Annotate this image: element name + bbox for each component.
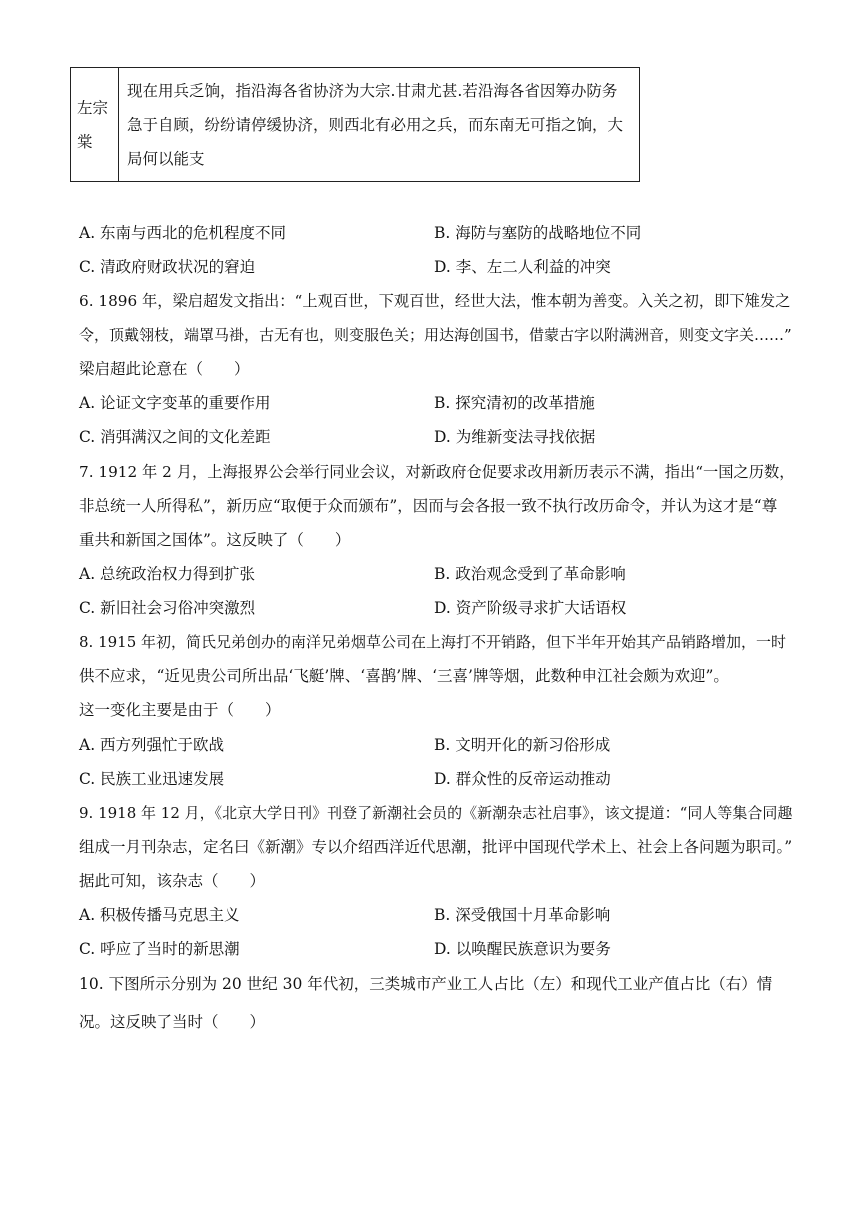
q5-option-c: C. 清政府财政状况的窘迫 <box>79 258 256 276</box>
q9-stem-line-3: 据此可知，该杂志（ ） <box>79 872 266 890</box>
q6-stem-line-3: 梁启超此论意在（ ） <box>79 360 250 378</box>
q7-stem-line-2: 非总统一人所得私”，新历应“取便于众而颁布”，因而与会各报一致不执行改历命令，并认为这才是“尊 <box>79 497 778 515</box>
q9-option-c: C. 呼应了当时的新思潮 <box>79 940 240 958</box>
q7-stem-line-1: 7. 1912 年 2 月，上海报界公会举行同业会议，对新政府仓促要求改用新历表示不满，指出“一国之历数， <box>79 463 795 481</box>
q8-option-d: D. 群众性的反帝运动推动 <box>434 770 611 788</box>
q7-option-b: B. 政治观念受到了革命影响 <box>434 565 626 583</box>
q8-stem-line-2: 供不应求，“近见贵公司所出品‘飞艇’牌、‘喜鹊’牌、‘三喜’牌等烟，此数种申江社会颇为欢迎”。 <box>79 667 729 685</box>
q9-option-a: A. 积极传播马克思主义 <box>79 906 240 924</box>
q6-option-b: B. 探究清初的改革措施 <box>434 394 595 412</box>
q7-option-c: C. 新旧社会习俗冲突激烈 <box>79 599 256 617</box>
q9-stem-line-2: 组成一月刊杂志，定名曰《新潮》专以介绍西洋近代思潮，批评中国现代学术上、社会上各问题为职司。” <box>79 838 793 856</box>
q8-option-a: A. 西方列强忙于欧战 <box>79 736 225 754</box>
q9-option-d: D. 以唤醒民族意识为要务 <box>434 940 611 958</box>
q7-option-a: A. 总统政治权力得到扩张 <box>79 565 256 583</box>
q6-option-a: A. 论证文字变革的重要作用 <box>79 394 271 412</box>
q6-stem-line-2: 令，顶戴翎枝，端罩马褂，古无有也，则变服色关；用达海创国书，借蒙古字以附满洲音，则变文字关……” <box>79 326 792 344</box>
q10-stem-line-1: 10. 下图所示分别为 20 世纪 30 年代初，三类城市产业工人占比（左）和现代工业产值占比（右）情 <box>79 975 773 993</box>
q5-option-b: B. 海防与塞防的战略地位不同 <box>434 224 642 242</box>
q7-option-d: D. 资产阶级寻求扩大话语权 <box>434 599 627 617</box>
table-person-cell: 左宗棠 <box>71 68 119 181</box>
q6-option-d: D. 为维新变法寻找依据 <box>434 428 596 446</box>
q8-stem-line-1: 8. 1915 年初，简氏兄弟创办的南洋兄弟烟草公司在上海打不开销路，但下半年开始其产品销路增加，一时 <box>79 633 787 651</box>
q8-option-c: C. 民族工业迅速发展 <box>79 770 225 788</box>
table-quote-cell: 现在用兵乏饷，指沿海各省协济为大宗.甘肃尤甚.若沿海各省因筹办防务急于自顾，纷纷请停缓协济，则西北有必用之兵，而东南无可指之饷，大局何以能支 <box>127 82 624 168</box>
q8-stem-line-3: 这一变化主要是由于（ ） <box>79 701 281 719</box>
q5-option-d: D. 李、左二人利益的冲突 <box>434 258 611 276</box>
q5-option-a: A. 东南与西北的危机程度不同 <box>79 224 287 242</box>
quote-table <box>70 67 640 182</box>
q9-option-b: B. 深受俄国十月革命影响 <box>434 906 611 924</box>
q6-stem-line-1: 6. 1896 年，梁启超发文指出：“上观百世，下观百世，经世大法，惟本朝为善变。入关之初，即下雉发之 <box>79 292 791 310</box>
q9-stem-line-1: 9. 1918 年 12 月，《北京大学日刊》刊登了新潮社会员的《新潮杂志社启事》，该文提道：“同人等集合同趣 <box>79 804 793 822</box>
q10-stem-line-2: 况。这反映了当时（ ） <box>79 1013 266 1031</box>
q7-stem-line-3: 重共和新国之国体”。这反映了（ ） <box>79 531 351 549</box>
q8-option-b: B. 文明开化的新习俗形成 <box>434 736 611 754</box>
q6-option-c: C. 消弭满汉之间的文化差距 <box>79 428 271 446</box>
